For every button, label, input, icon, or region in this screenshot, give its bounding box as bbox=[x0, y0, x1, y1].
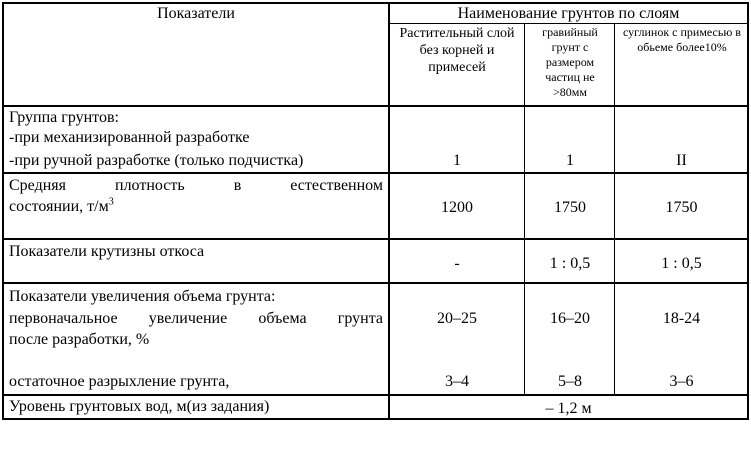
soil-group-manual: -при ручной разработке (только подчистка) bbox=[9, 152, 304, 169]
column-divider bbox=[524, 24, 525, 394]
volume-initial-line2: после разработки, % bbox=[9, 331, 150, 348]
soil-group-value-2: 1 bbox=[566, 152, 574, 169]
groundwater-label: Уровень грунтовых вод, м(из задания) bbox=[9, 398, 270, 415]
row-divider bbox=[2, 105, 749, 107]
soil-properties-table bbox=[2, 2, 749, 420]
column-header-gravel: гравийный грунт с размером частиц не >80мм bbox=[542, 25, 598, 99]
indicators-header: Показатели bbox=[157, 5, 235, 22]
volume-initial-line1: первоначальное увеличение объема грунта bbox=[9, 310, 383, 327]
row-divider bbox=[2, 238, 749, 240]
column-divider bbox=[614, 24, 615, 394]
slope-value-1: - bbox=[454, 255, 460, 272]
volume-initial-value-3: 18-24 bbox=[662, 310, 701, 327]
soil-group-value-3: II bbox=[676, 152, 687, 169]
table-border-left bbox=[2, 2, 4, 420]
volume-residual-value-2: 5–8 bbox=[558, 373, 582, 390]
density-value-2: 1750 bbox=[554, 199, 586, 216]
density-label-line2 bbox=[9, 197, 385, 216]
table-border-right bbox=[747, 2, 749, 420]
row-divider bbox=[2, 394, 749, 396]
soil-group-value-1: 1 bbox=[453, 152, 461, 169]
slope-label: Показатели крутизны откоса bbox=[9, 243, 205, 260]
column-header-topsoil: Растительный слой без корней и примесей bbox=[399, 26, 515, 75]
density-value-3: 1750 bbox=[665, 199, 698, 216]
volume-initial-value-2: 16–20 bbox=[550, 310, 590, 327]
soil-names-header: Наименование грунтов по слоям bbox=[457, 5, 680, 22]
density-label-line1: Средняя плотность в естественном bbox=[9, 177, 383, 194]
density-value-1: 1200 bbox=[441, 199, 473, 216]
volume-residual-label: остаточное разрыхление грунта, bbox=[9, 373, 230, 390]
slope-value-3: 1 : 0,5 bbox=[661, 255, 702, 272]
table-border-bottom bbox=[2, 418, 749, 420]
row-divider bbox=[2, 282, 749, 284]
row-divider bbox=[2, 172, 749, 174]
volume-initial-value-1: 20–25 bbox=[437, 310, 477, 327]
density-unit-superscript: 3 bbox=[108, 196, 114, 208]
soil-group-mechanized: -при механизированной разработке bbox=[9, 129, 250, 146]
column-header-loam: суглинок с примесью в обьеме более10% bbox=[623, 25, 741, 54]
soil-group-title: Группа грунтов: bbox=[9, 109, 119, 126]
volume-residual-value-1: 3–4 bbox=[445, 373, 469, 390]
volume-residual-value-3: 3–6 bbox=[669, 373, 694, 390]
groundwater-value: – 1,2 м bbox=[545, 400, 592, 417]
volume-title: Показатели увеличения объема грунта: bbox=[9, 288, 276, 305]
density-label-text: состоянии, т/м bbox=[9, 198, 109, 215]
header-divider bbox=[390, 23, 749, 24]
slope-value-2: 1 : 0,5 bbox=[549, 255, 591, 272]
